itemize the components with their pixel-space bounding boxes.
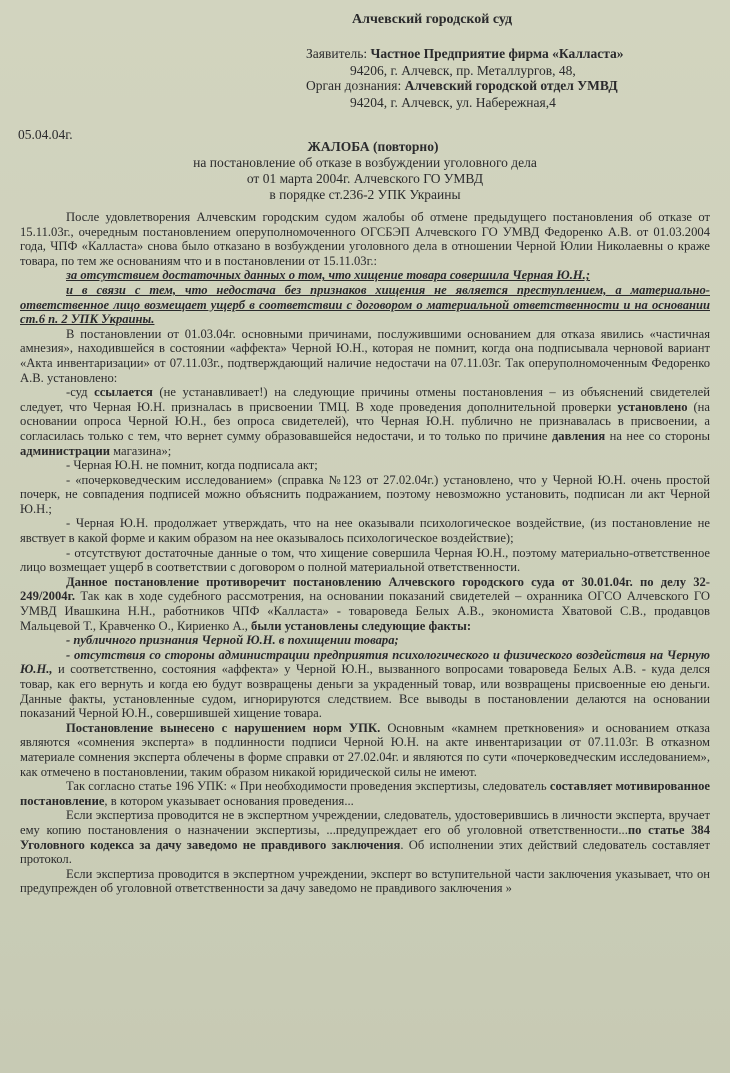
title-line-3: в порядке ст.236-2 УПК Украины [269,187,461,202]
bullet-not-remember: - Черная Ю.Н. не помнит, когда подписала акт; [66,458,318,473]
title-line-1: на постановление об отказе в возбуждении уголовного дела [193,155,537,170]
reason-1: за отсутствием достаточных данных о том, что хищение товара совершила Черная Ю.Н.; [66,268,591,283]
reason-2: и в связи с тем, что недостача без признаков хищения не является преступлением, а материально-ответственное лицо возмещает ущерб в соответствии с договором о материальной ответственности и на основании ст.6 п. 2 УПК Украины. [20,282,710,327]
applicant-name: Частное Предприятие фирма «Калласта» [370,46,624,61]
bullet-pressure: - Черная Ю.Н. продолжает утверждать, что на нее оказывали психологическое воздействие, (из постановление не явствует в какой форме и каким образом на нее оказывалось психологическое воздействие); [20,516,710,546]
applicant-address: 94206, г. Алчевск, пр. Металлургов, 48, [350,63,576,78]
paragraph-expert-inside: Если экспертиза проводится в экспертном учреждении, эксперт во вступительной части заключения указывает, что он предупрежден об уголовной ответственности за дачу заведомо не правдивого заключения » [20,866,710,896]
paragraph-violation: Постановление вынесено с нарушением норм УПК. Основным «камнем преткновения» и основанием отказа являются «сомнения эксперта» в подлинности подписи Черной Ю.Н. на акте инвентаризации от 07.11.03г. В отказном материале сомнения эксперта облечены в форме справки от 27.02.04г. и являются по сути «почерковедческим исследованием», как отмечено в постановлении, таким образом никакой юридической силы не имеют. [20,720,710,779]
paragraph-expert-outside: Если экспертиза проводится не в экспертном учреждении, следователь, удостоверившись в личности эксперта, вручает ему копию постановления о назначении экспертизы, ...предупреждает его об уголовной ответственности...по статье 384 Уголовного кодекса за дачу заведомо не правдивого заключения. Об исполнении этих действий следователь составляет протокол. [20,808,710,867]
document-body [20,210,710,896]
paragraph-reasons: В постановлении от 01.03.04г. основными причинами, послужившими основанием для отказа явились «частичная амнезия», находившейся в состоянии «аффекта» Черной Ю.Н., которая не помнит, когда она подписывала черновой вариант «Акта инвентаризации» от 07.11.03г., подтверждающий наличие недостачи на 07.11.03г. Так оперуполномоченным Федоренко А.В. установлено: [20,326,710,385]
court-name: Алчевский городской суд [352,12,513,27]
applicant-line [306,46,624,62]
inquiry-address: 94204, г. Алчевск, ул. Набережная,4 [350,95,556,110]
paragraph-intro: После удовлетворения Алчевским городским судом жалобы об отмене предыдущего постановления об отказе от 15.11.03г., очередным постановлением оперуполномоченного ОГСБЭП Алчевского ГО УМВД Федоренко А.В. от 01.03.2004 года, ЧПФ «Калласта» снова было отказано в возбуждении уголовного дела в отношении Черной Юлии Николаевны о краже товара, по тем же основаниям что и в постановлении от 15.11.03г.: [20,210,710,268]
inquiry-label: Орган дознания: [306,78,402,93]
paragraph-article-196: Так согласно статье 196 УПК: « При необходимости проведения экспертизы, следователь составляет мотивированное постановление, в котором указывает основания проведения... [20,779,710,808]
paragraph-court-refers: -суд ссылается (не устанавливает!) на следующие причины отмены постановления – из объяснений свидетелей следует, что Черная Ю.Н. призналась в присвоении ТМЦ. В ходе проведения дополнительной проверки установлено (на основании опроса Черной Ю.Н., без опроса свидетелей), что Черная Ю.Н. публично не признавалась в присвоении, а согласилась только с тем, что вернет сумму образовавшейся недостачи, и то только по причине давления на нее со стороны администрации магазина»; [20,385,710,458]
document-date: 05.04.04г. [18,127,73,142]
paragraph-contradiction: Данное постановление противоречит постановлению Алчевского городского суда от 30.01.04г. по делу 32-249/2004г. Так как в ходе судебного рассмотрения, на основании показаний свидетелей – охранника ОГСО Алчевского ГО УМВД Ивашкина Н.Н., работников ЧПФ «Калласта» - товароведа Белых А.В., экономиста Хватовой С.В., продавцов Мальцевой Т., Кравченко О., Кириенко А., были установлены следующие факты: [20,574,710,633]
document-title: ЖАЛОБА (повторно) [307,139,439,154]
bullet-handwriting: - «почерковедческим исследованием» (справка №123 от 27.02.04г.) установлено, что у Черной Ю.Н. очень простой почерк, не совпадения подписей можно объяснить подражанием, поэтому невозможно установить, подписан ли акт Черной Ю.Н.; [20,472,710,516]
fact-confession: - публичного признания Черной Ю.Н. в похищении товара; [66,633,399,648]
title-line-2: от 01 марта 2004г. Алчевского ГО УМВД [246,171,484,186]
applicant-label: Заявитель: [306,46,368,61]
fact-no-pressure: - отсутствия со стороны администрации предприятия психологического и физического воздействия на Черную Ю.Н., и соответственно, состояния «аффекта» у Черной Ю.Н., вызванного вопросами товароведа Белых А.В. - куда делся товар, как его вернуть и когда ею будут возвращены деньги за украденный товар, или возвращены присвоенные ею деньги. Данные факты, установленные судом, игнорируются следствием. Все выводы в постановлении делаются на основании показаний Черной Ю.Н., совершившей хищение товара. [20,647,711,721]
bullet-insufficient-data: - отсутствуют достаточные данные о том, что хищение совершила Черная Ю.Н., поэтому материально-ответственное лицо возмещает ущерб в соответствии с договором о полной материальной ответственности. [20,545,710,575]
inquiry-name: Алчевский городской отдел УМВД [404,78,618,93]
inquiry-line [306,78,618,94]
